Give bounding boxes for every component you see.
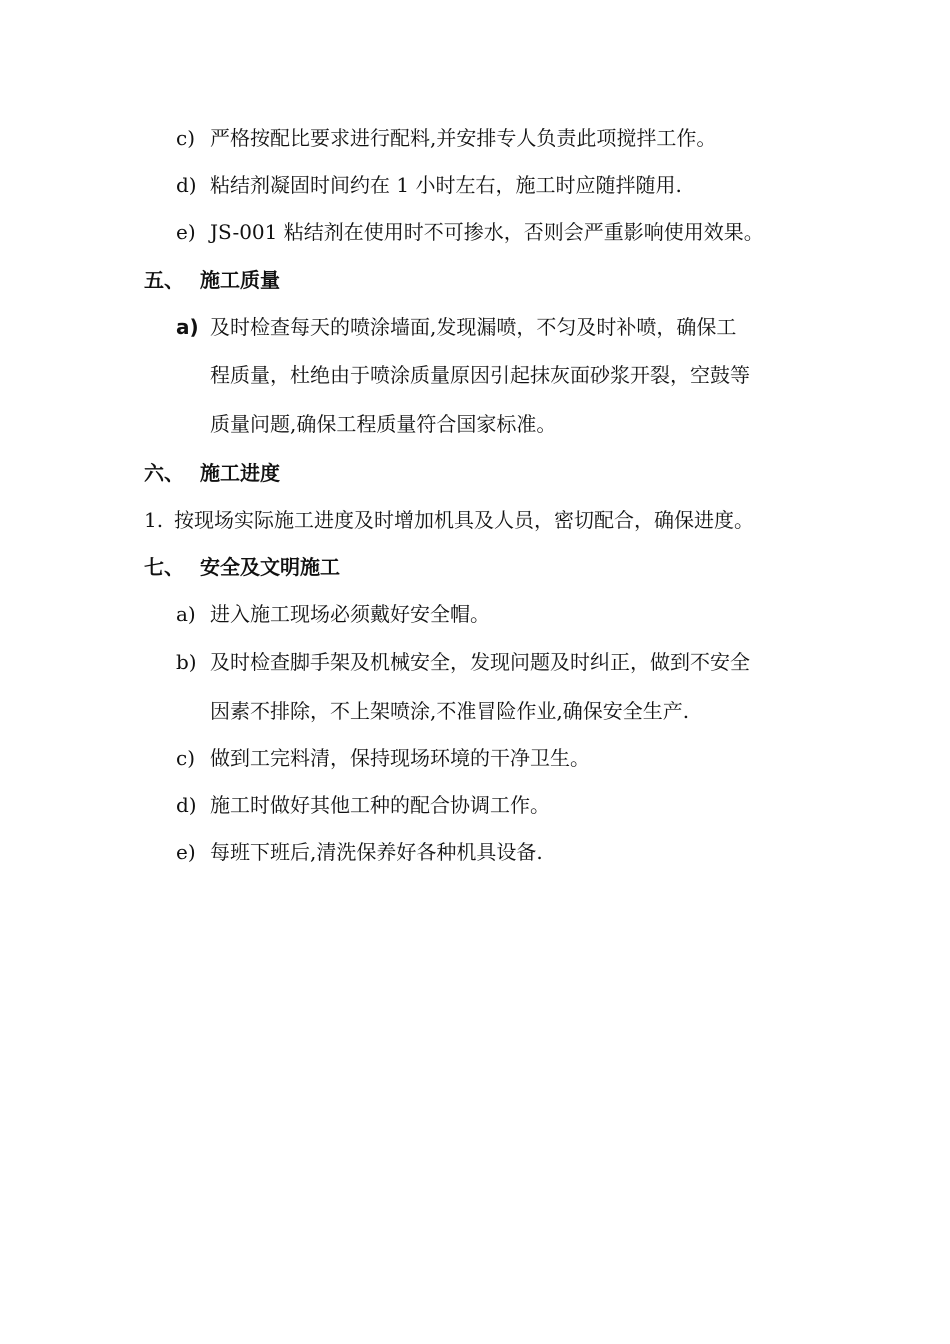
list-item (176, 600, 490, 628)
section-number: 七、 (144, 555, 184, 579)
item-text: 按现场实际施工进度及时增加机具及人员，密切配合，确保进度。 (174, 508, 754, 532)
item-marker: e) (176, 840, 196, 864)
list-item (176, 171, 682, 199)
item-marker: d) (176, 173, 197, 197)
item-text: 严格按配比要求进行配料,并安排专人负责此项搅拌工作。 (210, 126, 717, 150)
item-text: 做到工完料清，保持现场环境的干净卫生。 (210, 746, 590, 770)
section-heading-progress (144, 459, 280, 487)
list-item (176, 838, 543, 866)
item-marker: 1. (144, 508, 164, 532)
item-text-continuation: 因素不排除，不上架喷涂,不准冒险作业,确保安全生产. (210, 699, 690, 723)
item-text-line: 及时检查脚手架及机械安全，发现问题及时纠正，做到不安全 (210, 650, 750, 674)
section-title: 施工进度 (200, 461, 280, 485)
item-text: 施工时做好其他工种的配合协调工作。 (210, 793, 550, 817)
item-marker: c) (176, 746, 196, 770)
item-marker: c) (176, 126, 196, 150)
section-heading-quality (144, 266, 280, 294)
section-number: 六、 (144, 461, 184, 485)
item-text: 每班下班后,清洗保养好各种机具设备. (210, 840, 543, 864)
item-marker: d) (176, 793, 197, 817)
item-text-line: 及时检查每天的喷涂墙面,发现漏喷，不匀及时补喷，确保工 (210, 315, 737, 339)
item-marker: e) (176, 220, 196, 244)
list-item (176, 313, 736, 341)
item-text: 粘结剂凝固时间约在 1 小时左右，施工时应随拌随用. (210, 173, 682, 197)
section-title: 施工质量 (200, 268, 280, 292)
section-number: 五、 (144, 268, 184, 292)
item-marker: b) (176, 650, 197, 674)
item-marker: a) (176, 315, 199, 339)
list-item (144, 506, 754, 534)
list-item (176, 218, 764, 246)
list-item (176, 791, 550, 819)
list-item (176, 648, 750, 676)
section-title: 安全及文明施工 (200, 555, 340, 579)
item-marker: a) (176, 602, 196, 626)
section-heading-safety (144, 553, 340, 581)
list-item (176, 744, 590, 772)
list-item (176, 124, 716, 152)
item-text: 进入施工现场必须戴好安全帽。 (210, 602, 490, 626)
item-text-continuation: 质量问题,确保工程质量符合国家标准。 (210, 412, 557, 436)
item-text: JS-001 粘结剂在使用时不可掺水，否则会严重影响使用效果。 (210, 220, 764, 244)
item-text-continuation: 程质量，杜绝由于喷涂质量原因引起抹灰面砂浆开裂，空鼓等 (210, 363, 750, 387)
